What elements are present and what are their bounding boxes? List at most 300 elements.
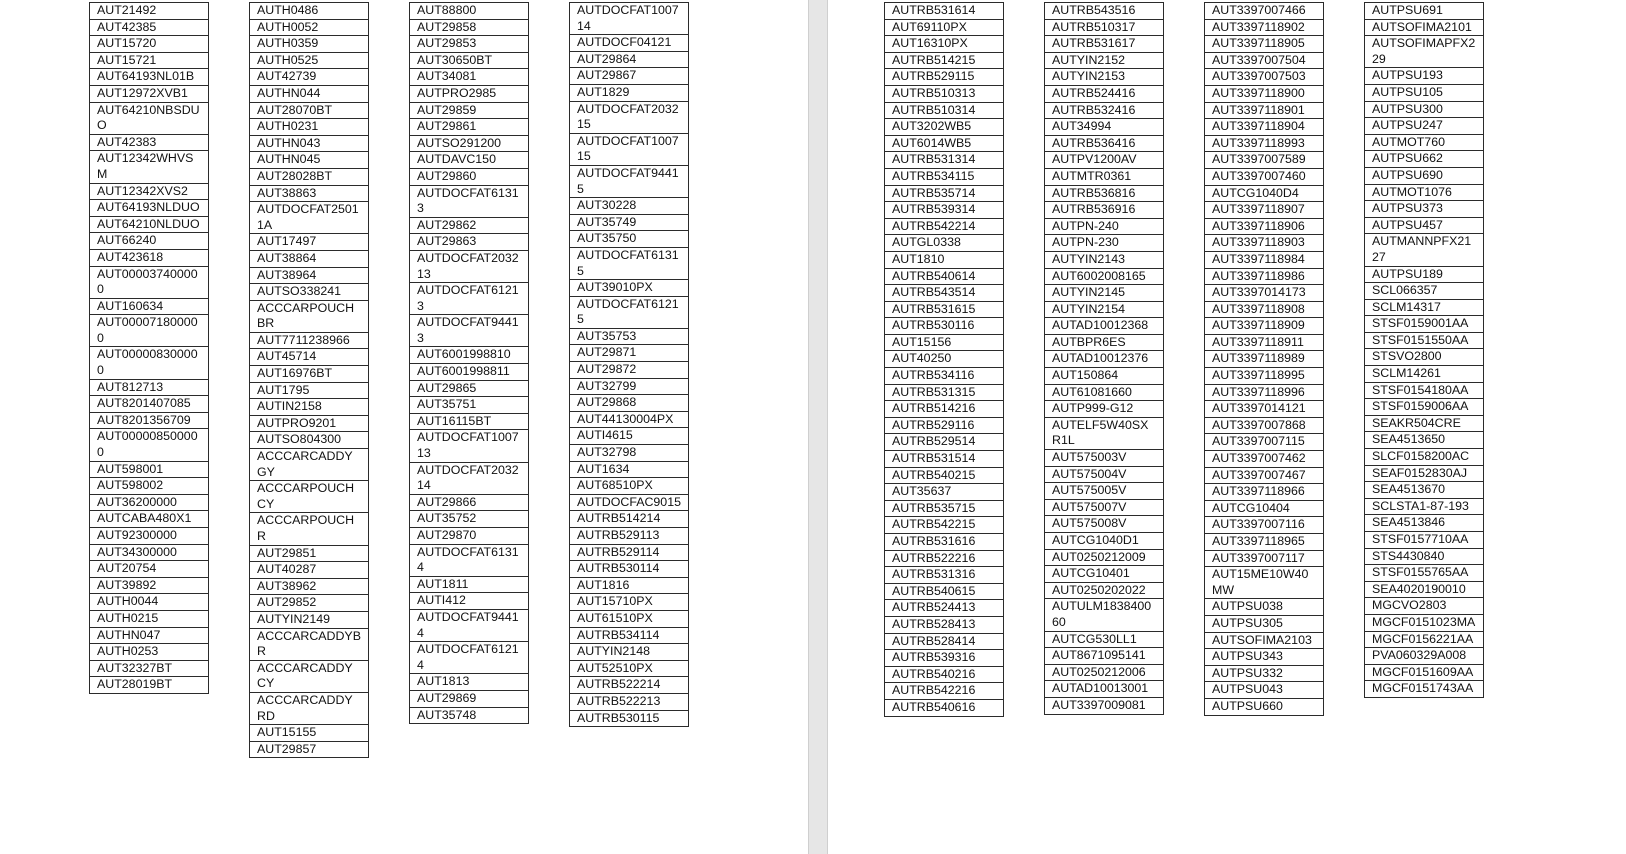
- part-number-cell: AUT3397007504: [1205, 52, 1324, 69]
- part-number-cell: AUTAD10012368: [1045, 318, 1164, 335]
- table-row: [250, 202, 369, 234]
- part-number-cell: AUTRB532416: [1045, 102, 1164, 119]
- part-number-cell: AUTPSU189: [1365, 266, 1484, 283]
- part-number-cell: AUTBPR6ES: [1045, 334, 1164, 351]
- table-row: [1365, 184, 1484, 201]
- part-number-cell: AUT3397118984: [1205, 251, 1324, 268]
- table-row: [250, 545, 369, 562]
- part-number-cell: AUTHN043: [250, 135, 369, 152]
- table-row: [250, 562, 369, 579]
- part-number-cell: AUTPSU343: [1205, 649, 1324, 666]
- part-number-cell: AUTPSU105: [1365, 84, 1484, 101]
- table-row: [90, 347, 209, 379]
- part-number-cell: AUT29862: [410, 217, 529, 234]
- table-row: [885, 699, 1004, 716]
- part-number-cell: AUT35750: [570, 231, 689, 248]
- table-row: [250, 349, 369, 366]
- table-row: [885, 52, 1004, 69]
- part-number-cell: AUTRB524416: [1045, 85, 1164, 102]
- table-row: [250, 611, 369, 628]
- table-row: [885, 285, 1004, 302]
- table-row: [1205, 119, 1324, 136]
- part-number-cell: AUTH0044: [90, 594, 209, 611]
- part-number-cell: AUTYIN2145: [1045, 285, 1164, 302]
- part-number-cell: AUTPSU305: [1205, 615, 1324, 632]
- part-number-cell: AUTRB536416: [1045, 135, 1164, 152]
- table-row: [1365, 465, 1484, 482]
- part-number-cell: AUTRB510317: [1045, 19, 1164, 36]
- table-row: [1045, 499, 1164, 516]
- table-row: [90, 412, 209, 429]
- table-row: [1205, 135, 1324, 152]
- table-row: [410, 152, 529, 169]
- table-row: [90, 577, 209, 594]
- table-row: [90, 102, 209, 134]
- part-number-cell: AUTHN047: [90, 627, 209, 644]
- table-row: [570, 247, 689, 279]
- part-number-cell: AUTDOCFAC9015: [570, 494, 689, 511]
- part-number-cell: AUT16115BT: [410, 413, 529, 430]
- part-number-cell: AUTRB540615: [885, 583, 1004, 600]
- table-row: [250, 168, 369, 185]
- table-row: [250, 85, 369, 102]
- part-number-cell: AUTDOCFAT61314: [410, 544, 529, 576]
- table-row: [570, 710, 689, 727]
- table-row: [1365, 648, 1484, 665]
- table-row: [250, 36, 369, 53]
- part-number-cell: AUT3397118996: [1205, 384, 1324, 401]
- table-row: [410, 380, 529, 397]
- table-row: [90, 69, 209, 86]
- part-number-cell: AUT12342WHVSM: [90, 151, 209, 183]
- part-number-cell: SCLM14317: [1365, 299, 1484, 316]
- part-number-cell: AUT42383: [90, 134, 209, 151]
- table-row: [250, 332, 369, 349]
- table-row: [90, 561, 209, 578]
- part-number-cell: AUTRB536916: [1045, 202, 1164, 219]
- part-number-cell: STSF0159006AA: [1365, 399, 1484, 416]
- table-row: [250, 300, 369, 332]
- part-number-cell: AUT29853: [410, 36, 529, 53]
- part-number-cell: AUTAD10013001: [1045, 681, 1164, 698]
- table-row: [410, 413, 529, 430]
- table-row: [410, 19, 529, 36]
- table-row: [90, 183, 209, 200]
- table-row: [1205, 185, 1324, 202]
- table-row: [570, 345, 689, 362]
- table-row: [250, 135, 369, 152]
- table-row: [1205, 334, 1324, 351]
- table-row: [885, 583, 1004, 600]
- part-number-cell: AUTDOCFAT61313: [410, 185, 529, 217]
- table-row: [1045, 384, 1164, 401]
- table-row: [1045, 631, 1164, 648]
- table-row: [570, 461, 689, 478]
- table-row: [885, 616, 1004, 633]
- table-row: [90, 298, 209, 315]
- table-row: [1205, 682, 1324, 699]
- part-number-cell: AUTDOCFAT94415: [570, 165, 689, 197]
- part-number-cell: AUT92300000: [90, 528, 209, 545]
- table-row: [90, 461, 209, 478]
- table-row: [1205, 19, 1324, 36]
- part-number-cell: AUT36200000: [90, 494, 209, 511]
- part-number-cell: AUT3397118907: [1205, 202, 1324, 219]
- part-number-cell: AUTCG530LL1: [1045, 631, 1164, 648]
- part-number-cell: AUTH0215: [90, 610, 209, 627]
- part-number-cell: MGCF0151023MA: [1365, 614, 1484, 631]
- part-number-cell: AUTYIN2149: [250, 611, 369, 628]
- table-row: [250, 513, 369, 545]
- part-number-cell: AUT15710PX: [570, 594, 689, 611]
- part-number-cell: AUT8671095141: [1045, 648, 1164, 665]
- table-row: [90, 249, 209, 266]
- part-number-cell: AUT29860: [410, 168, 529, 185]
- part-number-cell: AUTHN045: [250, 152, 369, 169]
- table-row: [885, 185, 1004, 202]
- part-number-cell: AUT575005V: [1045, 483, 1164, 500]
- table-row: [1045, 19, 1164, 36]
- part-number-cell: AUTRB542214: [885, 218, 1004, 235]
- table-row: [885, 218, 1004, 235]
- part-number-cell: AUTCABA480X1: [90, 511, 209, 528]
- part-number-cell: AUT40287: [250, 562, 369, 579]
- table-row: [570, 231, 689, 248]
- table-row: [410, 119, 529, 136]
- table-row: [90, 216, 209, 233]
- part-number-cell: AUTPSU043: [1205, 682, 1324, 699]
- part-number-cell: SEA4513670: [1365, 482, 1484, 499]
- part-number-cell: AUT34300000: [90, 544, 209, 561]
- part-number-cell: AUT1816: [570, 577, 689, 594]
- part-number-cell: AUT32798: [570, 445, 689, 462]
- part-number-cell: AUT38863: [250, 185, 369, 202]
- part-number-column-4: [569, 2, 689, 727]
- part-number-cell: AUTDOCFAT94414: [410, 609, 529, 641]
- part-number-cell: PVA060329A008: [1365, 648, 1484, 665]
- table-row: [1205, 401, 1324, 418]
- part-number-cell: AUTPSU662: [1365, 151, 1484, 168]
- table-row: [885, 417, 1004, 434]
- table-row: [1045, 168, 1164, 185]
- part-number-cell: AUTRB530115: [570, 710, 689, 727]
- table-row: [885, 19, 1004, 36]
- table-row: [885, 650, 1004, 667]
- part-number-cell: AUT3397118993: [1205, 135, 1324, 152]
- table-row: [1365, 101, 1484, 118]
- part-number-cell: AUTCG1040D1: [1045, 533, 1164, 550]
- part-number-cell: AUTRB543514: [885, 285, 1004, 302]
- table-row: [1365, 283, 1484, 300]
- part-number-cell: AUT3397007116: [1205, 517, 1324, 534]
- part-number-cell: AUTPSU373: [1365, 201, 1484, 218]
- table-row: [1365, 614, 1484, 631]
- part-number-cell: AUT1811: [410, 576, 529, 593]
- table-row: [410, 315, 529, 347]
- table-row: [1205, 434, 1324, 451]
- table-row: [1365, 299, 1484, 316]
- part-number-cell: AUT3397007460: [1205, 168, 1324, 185]
- table-row: [1045, 599, 1164, 631]
- table-row: [250, 399, 369, 416]
- part-number-cell: AUT812713: [90, 379, 209, 396]
- part-number-table: [569, 2, 689, 727]
- part-number-cell: STSF0157710AA: [1365, 532, 1484, 549]
- table-row: [1045, 52, 1164, 69]
- part-number-cell: AUT35753: [570, 328, 689, 345]
- part-number-cell: ACCCARCADDYCY: [250, 660, 369, 692]
- part-number-cell: AUT35637: [885, 484, 1004, 501]
- table-row: [410, 397, 529, 414]
- table-row: [1365, 349, 1484, 366]
- table-row: [885, 36, 1004, 53]
- table-row: [885, 517, 1004, 534]
- table-row: [885, 484, 1004, 501]
- part-number-cell: AUTPSU332: [1205, 665, 1324, 682]
- table-row: [1045, 368, 1164, 385]
- part-number-cell: AUT3397007467: [1205, 467, 1324, 484]
- table-row: [885, 351, 1004, 368]
- part-number-cell: AUTRB529116: [885, 417, 1004, 434]
- part-number-cell: AUTYIN2143: [1045, 251, 1164, 268]
- part-number-cell: AUT29870: [410, 528, 529, 545]
- part-number-cell: AUT38964: [250, 267, 369, 284]
- part-number-cell: AUT1813: [410, 674, 529, 691]
- table-row: [1365, 532, 1484, 549]
- part-number-cell: AUTDOCFAT203213: [410, 250, 529, 282]
- part-number-cell: STSF0151550AA: [1365, 332, 1484, 349]
- table-row: [250, 741, 369, 758]
- table-row: [410, 52, 529, 69]
- part-number-cell: AUTDAVC150: [410, 152, 529, 169]
- part-number-cell: AUTYIN2154: [1045, 301, 1164, 318]
- part-number-cell: AUT12972XVB1: [90, 85, 209, 102]
- table-row: [90, 134, 209, 151]
- table-row: [1205, 168, 1324, 185]
- document-page-left: [0, 0, 808, 854]
- table-row: [1205, 467, 1324, 484]
- part-number-cell: AUTAD10012376: [1045, 351, 1164, 368]
- table-row: [1205, 301, 1324, 318]
- part-number-cell: AUTMTR0361: [1045, 168, 1164, 185]
- table-row: [1365, 449, 1484, 466]
- table-row: [1045, 102, 1164, 119]
- table-row: [1365, 664, 1484, 681]
- table-row: [90, 3, 209, 20]
- table-row: [410, 494, 529, 511]
- part-number-cell: AUT3397118908: [1205, 301, 1324, 318]
- table-row: [410, 234, 529, 251]
- part-number-cell: AUT3397118903: [1205, 235, 1324, 252]
- table-row: [570, 296, 689, 328]
- table-row: [885, 318, 1004, 335]
- part-number-cell: AUT575007V: [1045, 499, 1164, 516]
- table-row: [1365, 548, 1484, 565]
- table-row: [90, 478, 209, 495]
- table-row: [570, 660, 689, 677]
- table-row: [90, 19, 209, 36]
- table-row: [250, 102, 369, 119]
- table-row: [90, 594, 209, 611]
- table-row: [250, 432, 369, 449]
- part-number-cell: AUT3397007117: [1205, 550, 1324, 567]
- table-row: [1205, 550, 1324, 567]
- part-number-cell: AUT15720: [90, 36, 209, 53]
- table-row: [1365, 631, 1484, 648]
- table-row: [90, 610, 209, 627]
- part-number-cell: AUT15156: [885, 334, 1004, 351]
- part-number-cell: AUT000008300000: [90, 347, 209, 379]
- part-number-cell: SEA4513650: [1365, 432, 1484, 449]
- table-row: [1365, 482, 1484, 499]
- part-number-cell: AUT35749: [570, 214, 689, 231]
- part-number-cell: AUTRB540216: [885, 666, 1004, 683]
- table-row: [885, 85, 1004, 102]
- part-number-cell: AUTH0253: [90, 644, 209, 661]
- part-number-cell: AUT29871: [570, 345, 689, 362]
- part-number-cell: AUTRB531614: [885, 3, 1004, 20]
- table-row: [90, 528, 209, 545]
- table-row: [250, 366, 369, 383]
- table-row: [1205, 599, 1324, 616]
- part-number-cell: AUTDOCFAT61213: [410, 283, 529, 315]
- table-row: [1045, 334, 1164, 351]
- table-row: [410, 576, 529, 593]
- table-row: [250, 595, 369, 612]
- part-number-cell: AUT29869: [410, 690, 529, 707]
- part-number-cell: AUT34994: [1045, 119, 1164, 136]
- table-row: [410, 168, 529, 185]
- part-number-cell: AUTYIN2153: [1045, 69, 1164, 86]
- part-number-cell: AUT29864: [570, 51, 689, 68]
- part-number-cell: AUT3397118909: [1205, 318, 1324, 335]
- part-number-cell: AUT3397007503: [1205, 69, 1324, 86]
- part-number-cell: AUTRB542216: [885, 683, 1004, 700]
- table-row: [1205, 615, 1324, 632]
- table-row: [250, 725, 369, 742]
- part-number-cell: AUTRB531316: [885, 567, 1004, 584]
- table-row: [570, 528, 689, 545]
- part-number-cell: AUT1795: [250, 382, 369, 399]
- table-row: [1205, 417, 1324, 434]
- part-number-cell: AUT3397118989: [1205, 351, 1324, 368]
- table-row: [570, 3, 689, 35]
- part-number-cell: AUTGL0338: [885, 235, 1004, 252]
- part-number-cell: AUT35751: [410, 397, 529, 414]
- table-row: [1045, 119, 1164, 136]
- table-row: [885, 334, 1004, 351]
- table-row: [570, 101, 689, 133]
- part-number-cell: AUT3397118965: [1205, 534, 1324, 551]
- table-row: [410, 69, 529, 86]
- table-row: [1205, 218, 1324, 235]
- part-number-cell: AUT150864: [1045, 368, 1164, 385]
- table-row: [250, 660, 369, 692]
- table-row: [885, 550, 1004, 567]
- table-row: [90, 627, 209, 644]
- table-row: [1045, 417, 1164, 449]
- part-number-cell: AUT1634: [570, 461, 689, 478]
- table-row: [1205, 202, 1324, 219]
- part-number-column-3: [409, 2, 529, 724]
- table-row: [1045, 3, 1164, 20]
- part-number-cell: SCLM14261: [1365, 366, 1484, 383]
- table-row: [570, 627, 689, 644]
- part-number-cell: AUTDOCFAT100714: [570, 3, 689, 35]
- part-number-cell: AUTPV1200AV: [1045, 152, 1164, 169]
- part-number-cell: STSF0159001AA: [1365, 316, 1484, 333]
- part-number-cell: AUT32327BT: [90, 660, 209, 677]
- part-number-cell: AUTRB522213: [570, 693, 689, 710]
- part-number-cell: AUT29868: [570, 395, 689, 412]
- table-row: [1365, 134, 1484, 151]
- table-row: [250, 382, 369, 399]
- table-row: [90, 52, 209, 69]
- table-row: [90, 36, 209, 53]
- part-number-cell: AUTRB542215: [885, 517, 1004, 534]
- table-row: [410, 217, 529, 234]
- table-row: [1045, 516, 1164, 533]
- part-number-cell: AUTRB531314: [885, 152, 1004, 169]
- table-row: [90, 660, 209, 677]
- table-row: [570, 594, 689, 611]
- table-row: [570, 561, 689, 578]
- table-row: [1205, 85, 1324, 102]
- part-number-cell: AUT15721: [90, 52, 209, 69]
- table-row: [1205, 632, 1324, 649]
- table-row: [1045, 218, 1164, 235]
- table-row: [1045, 582, 1164, 599]
- table-row: [1045, 401, 1164, 418]
- part-number-cell: AUT42739: [250, 69, 369, 86]
- part-number-cell: AUTP999-G12: [1045, 401, 1164, 418]
- part-number-cell: AUTCG10401: [1045, 566, 1164, 583]
- part-number-cell: AUT3397118906: [1205, 218, 1324, 235]
- table-row: [1045, 251, 1164, 268]
- part-number-cell: AUTPRO9201: [250, 415, 369, 432]
- table-row: [1045, 664, 1164, 681]
- part-number-cell: AUT8201356709: [90, 412, 209, 429]
- table-row: [570, 644, 689, 661]
- table-row: [410, 528, 529, 545]
- part-number-cell: AUTRB540616: [885, 699, 1004, 716]
- part-number-cell: SEAKR504CRE: [1365, 415, 1484, 432]
- table-row: [250, 250, 369, 267]
- table-row: [570, 478, 689, 495]
- table-row: [570, 428, 689, 445]
- part-number-cell: AUTRB522214: [570, 677, 689, 694]
- part-number-cell: AUTSO804300: [250, 432, 369, 449]
- part-number-cell: AUTH0359: [250, 36, 369, 53]
- part-number-cell: AUTRB514216: [885, 401, 1004, 418]
- table-row: [1205, 285, 1324, 302]
- part-number-cell: AUT3397118966: [1205, 484, 1324, 501]
- table-row: [1045, 235, 1164, 252]
- table-row: [570, 693, 689, 710]
- part-number-column-1: [89, 2, 209, 694]
- table-row: [1365, 366, 1484, 383]
- part-number-cell: AUTRB528413: [885, 616, 1004, 633]
- part-number-cell: AUTRB534115: [885, 168, 1004, 185]
- table-row: [885, 69, 1004, 86]
- part-number-column-6: [1044, 2, 1164, 715]
- part-number-cell: AUT61510PX: [570, 610, 689, 627]
- part-number-cell: AUT3397007868: [1205, 417, 1324, 434]
- table-row: [1205, 567, 1324, 599]
- part-number-cell: MGCF0151609AA: [1365, 664, 1484, 681]
- part-number-cell: AUT3397007589: [1205, 152, 1324, 169]
- table-row: [410, 185, 529, 217]
